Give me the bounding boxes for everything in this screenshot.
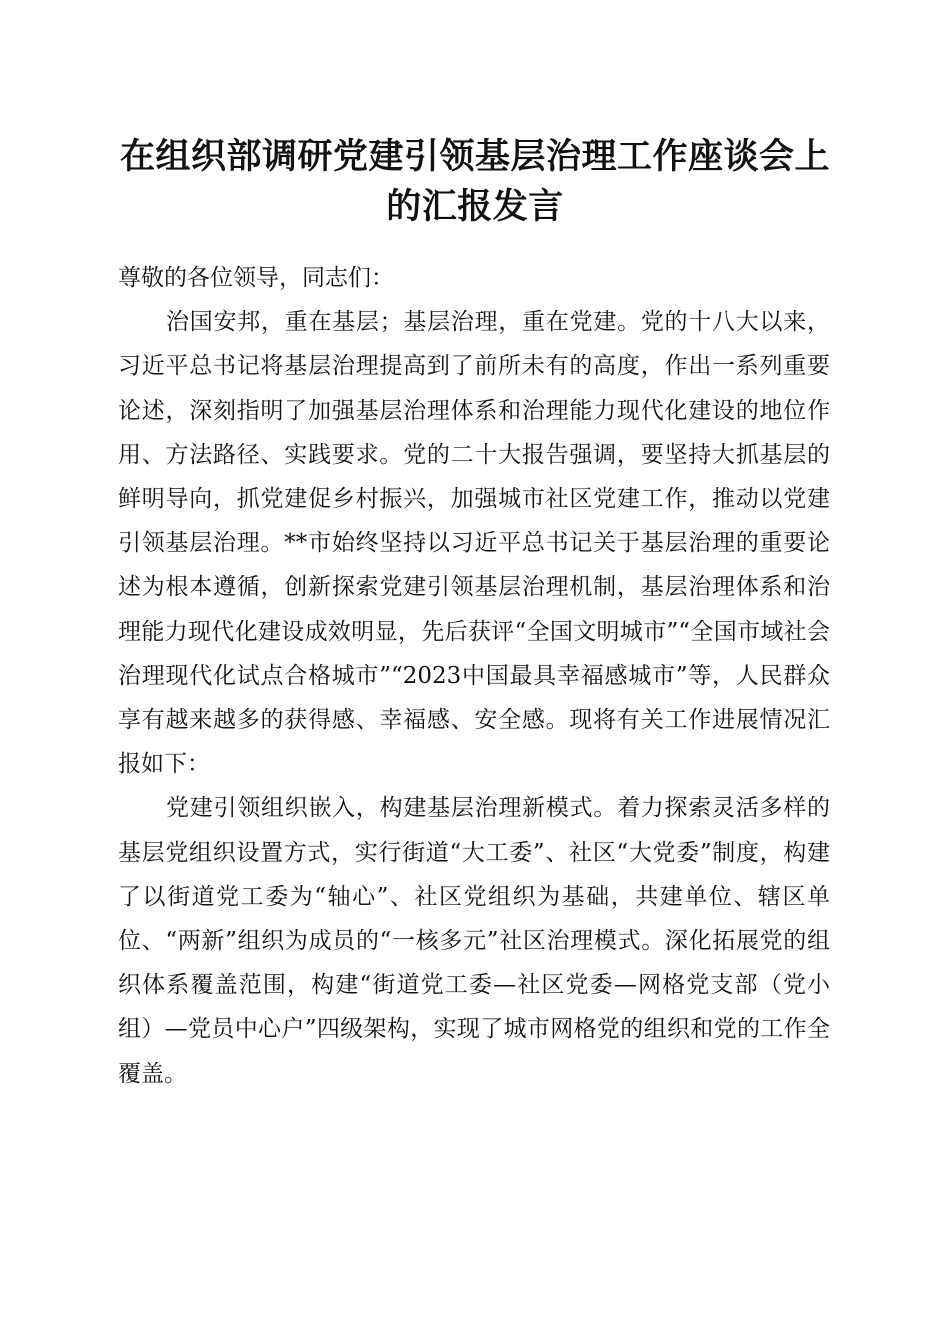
salutation: 尊敬的各位领导，同志们：	[118, 265, 394, 291]
paragraph-organization: 党建引领组织嵌入，构建基层治理新模式。着力探索灵活多样的基层党组织设置方式，实行街道“大工委”、社区“大党委”制度，构建了以街道党工委为“轴心”、社区党组织为基础，共建单位、辖区单位、“两新”组织为成员的“一核多元”社区治理模式。深化拓展党的组织体系覆盖范围，构建“街道党工委—社区党委—网格党支部（党小组）—党员中心户”四级架构，实现了城市网格党的组织和党的工作全覆盖。	[118, 795, 830, 1087]
title-line-1: 在组织部调研党建引领基层治理工作座谈会上	[119, 136, 830, 177]
document-title	[100, 132, 850, 232]
document-body	[118, 256, 830, 1096]
title-line-2: 的汇报发言	[386, 186, 564, 227]
paragraph-intro: 治国安邦，重在基层；基层治理，重在党建。党的十八大以来，习近平总书记将基层治理提高到了前所未有的高度，作出一系列重要论述，深刻指明了加强基层治理体系和治理能力现代化建设的地位作用、方法路径、实践要求。党的二十大报告强调，要坚持大抓基层的鲜明导向，抓党建促乡村振兴，加强城市社区党建工作，推动以党建引领基层治理。**市始终坚持以习近平总书记关于基层治理的重要论述为根本遵循，创新探索党建引领基层治理机制，基层治理体系和治理能力现代化建设成效明显，先后获评“全国文明城市”“全国市域社会治理现代化试点合格城市”“2023中国最具幸福感城市”等，人民群众享有越来越多的获得感、幸福感、安全感。现将有关工作进展情况汇报如下：	[118, 309, 830, 778]
